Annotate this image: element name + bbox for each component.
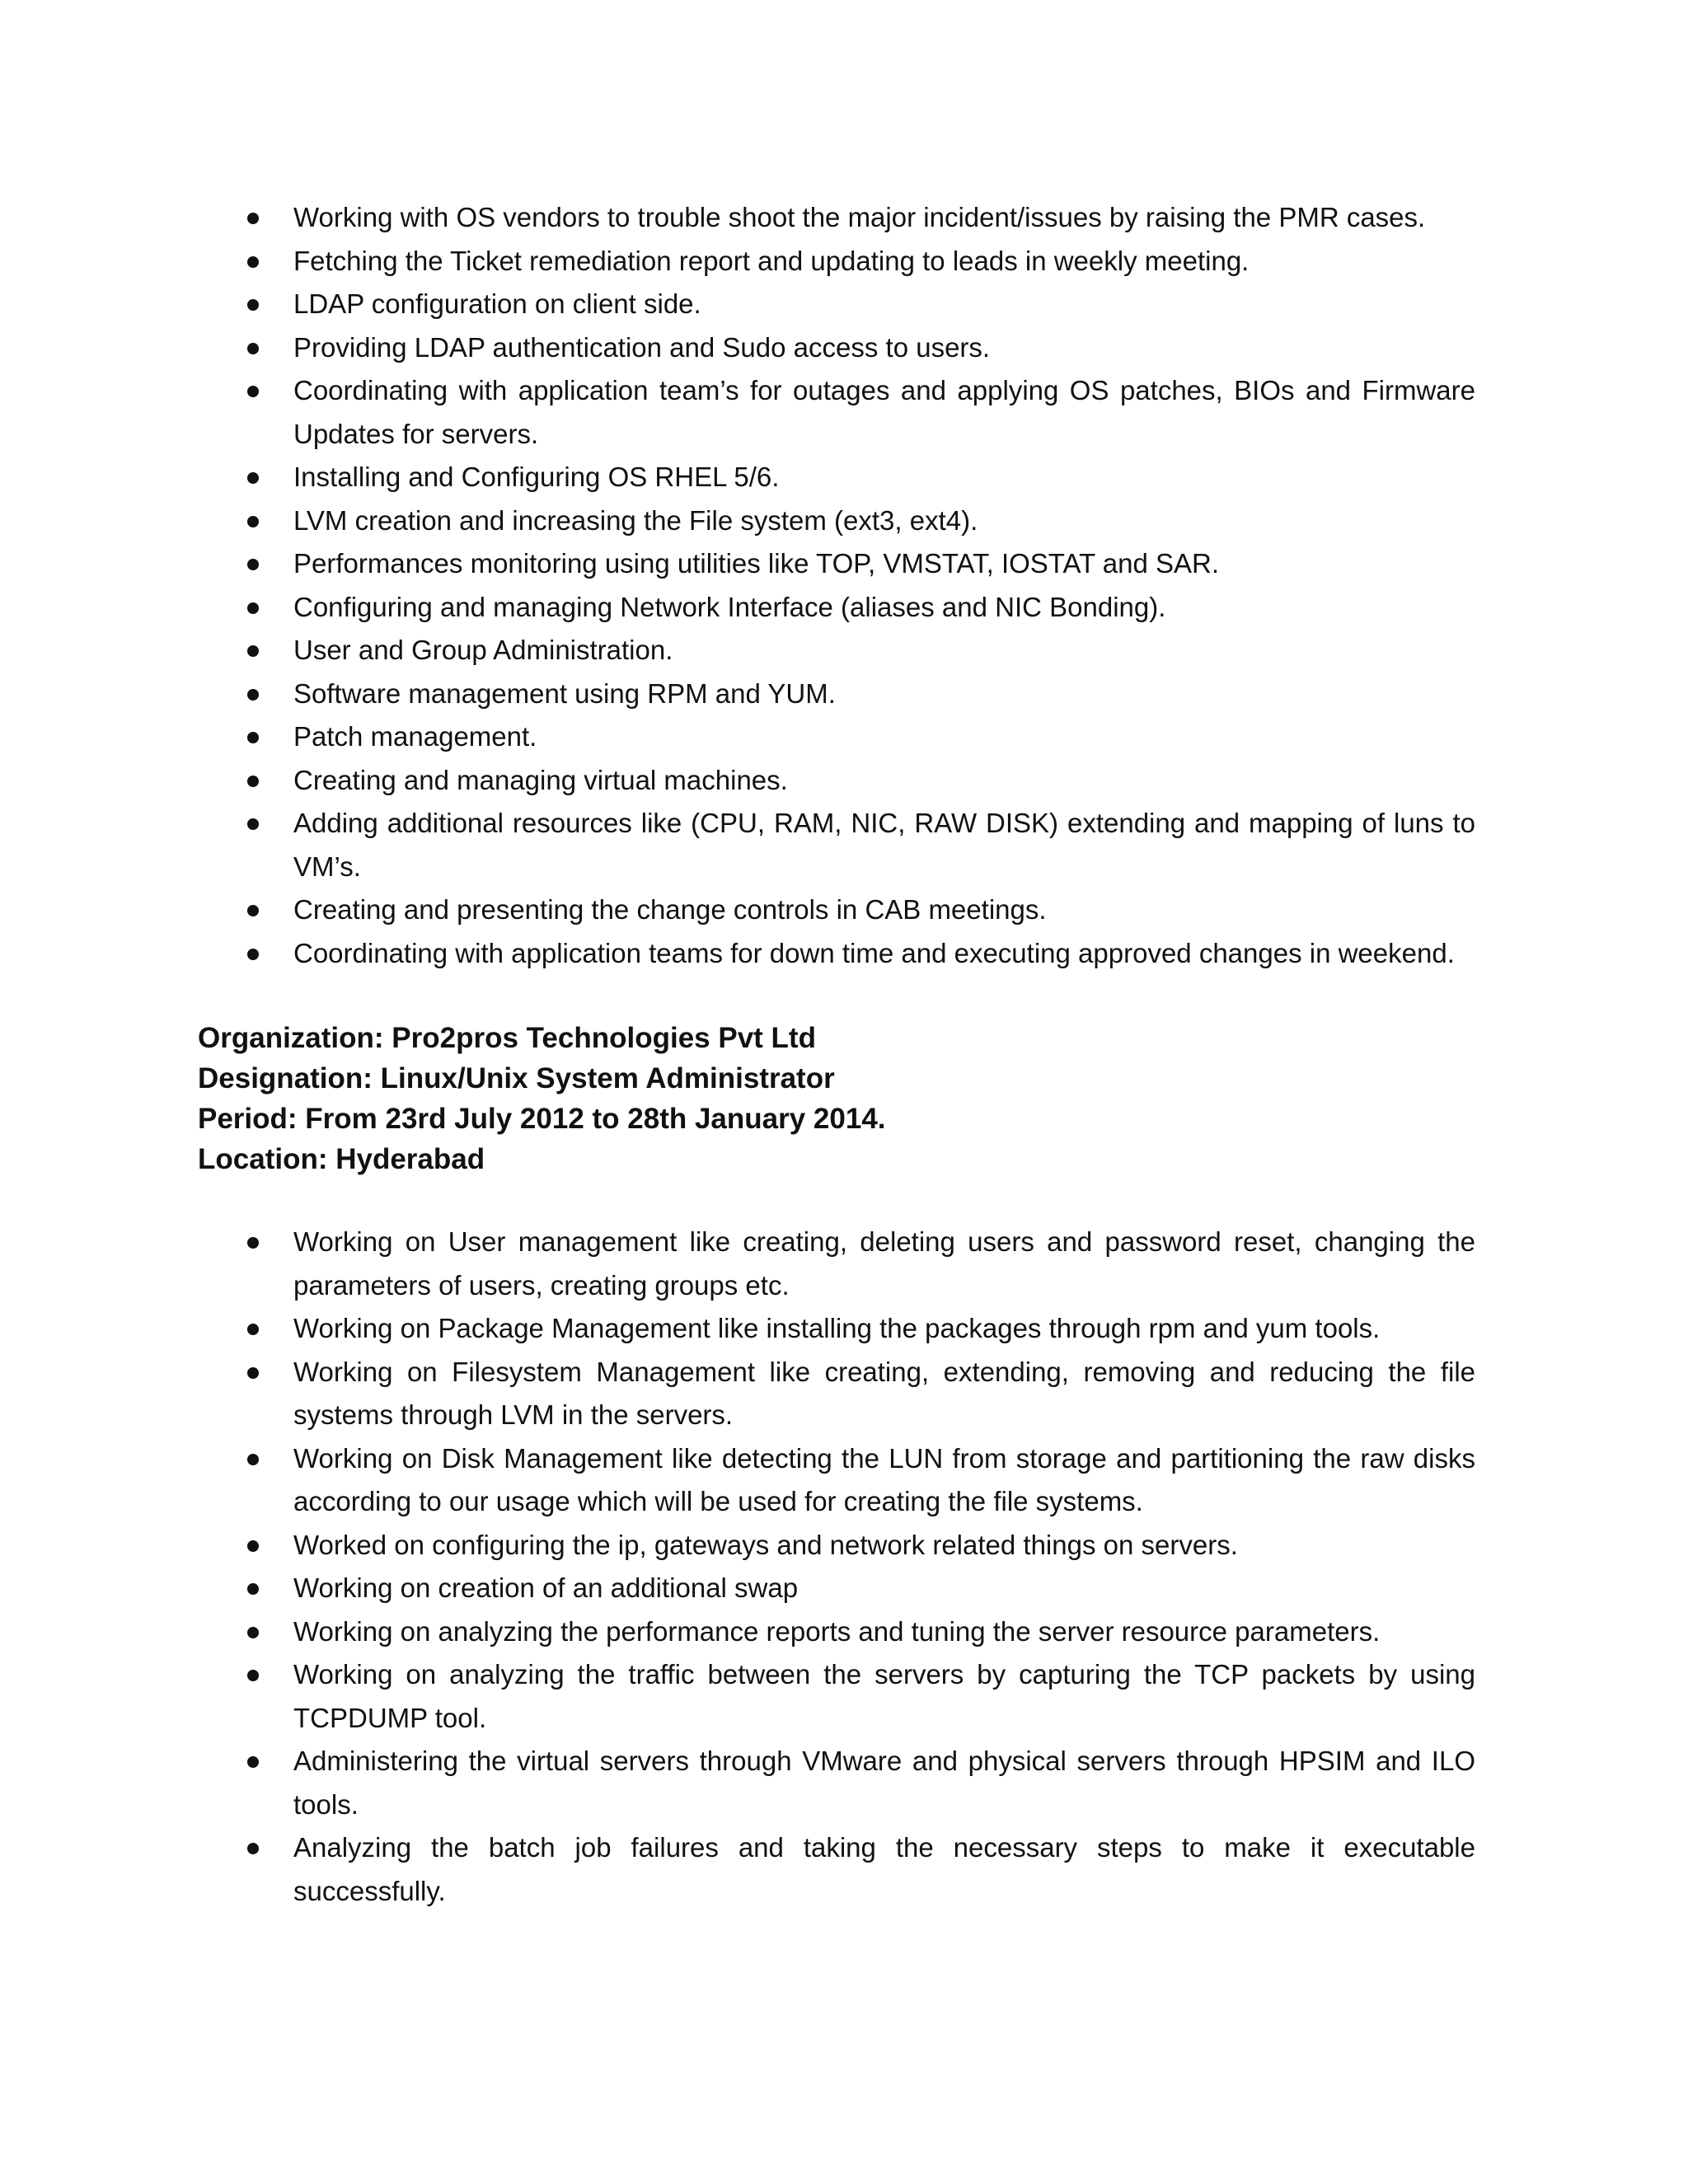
bullet-icon: [247, 472, 259, 484]
list-item: [198, 888, 1475, 932]
list-item-text: Creating and managing virtual machines.: [293, 764, 788, 795]
bullet-icon: [247, 1756, 259, 1768]
organization-name: Organization: Pro2pros Technologies Pvt Ltd: [198, 1022, 816, 1054]
document-content: [198, 196, 1475, 1913]
list-item-text: Worked on configuring the ip, gateways and network related things on servers.: [293, 1529, 1238, 1560]
list-item-text: Working on User management like creating, deleting users and password reset, changing the parameters of users, creating groups etc.: [293, 1226, 1475, 1301]
list-item-text: LDAP configuration on client side.: [293, 288, 701, 319]
bullet-icon: [247, 1670, 259, 1681]
list-item-text: Working on Filesystem Management like creating, extending, removing and reducing the file systems through LVM in the servers.: [293, 1356, 1475, 1430]
list-item: [198, 802, 1475, 888]
list-item: [198, 1351, 1475, 1437]
bullet-icon: [247, 905, 259, 916]
bullet-icon: [247, 732, 259, 743]
bullet-icon: [247, 1454, 259, 1465]
list-item: [198, 1740, 1475, 1826]
location: Location: Hyderabad: [198, 1143, 485, 1175]
list-item-text: Fetching the Ticket remediation report and updating to leads in weekly meeting.: [293, 245, 1250, 276]
list-item-text: Coordinating with application team’s for outages and applying OS patches, BIOs and Firmware Updates for servers.: [293, 375, 1475, 449]
list-item: [198, 326, 1475, 370]
list-item: [198, 1653, 1475, 1740]
list-item-text: Working on Disk Management like detecting the LUN from storage and partitioning the raw disks according to our usage which will be used for creating the file systems.: [293, 1442, 1475, 1516]
bullet-icon: [247, 776, 259, 787]
list-item: [198, 629, 1475, 673]
list-item-text: Coordinating with application teams for down time and executing approved changes in weekend.: [293, 937, 1455, 968]
list-item-text: Working on Package Management like installing the packages through rpm and yum tools.: [293, 1313, 1381, 1343]
list-item: [198, 1567, 1475, 1610]
list-item: [198, 542, 1475, 586]
bullet-icon: [247, 343, 259, 354]
list-item: [198, 586, 1475, 630]
bullet-icon: [247, 689, 259, 701]
bullet-icon: [247, 386, 259, 397]
list-item: [198, 369, 1475, 456]
list-item-text: Working with OS vendors to trouble shoot the major incident/issues by raising the PMR cases.: [293, 202, 1426, 232]
bullet-icon: [247, 559, 259, 570]
list-item-text: Working on analyzing the traffic between the servers by capturing the TCP packets by using TCPDUMP tool.: [293, 1659, 1475, 1733]
list-item-text: Providing LDAP authentication and Sudo access to users.: [293, 331, 991, 363]
list-item-text: Installing and Configuring OS RHEL 5/6.: [293, 462, 780, 492]
list-item: [198, 283, 1475, 326]
list-item: [198, 499, 1475, 543]
list-item: [198, 932, 1475, 976]
bullet-icon: [247, 1237, 259, 1249]
bullet-icon: [247, 1367, 259, 1379]
list-item-text: User and Group Administration.: [293, 635, 673, 665]
employment-period: Period: From 23rd July 2012 to 28th January 2014.: [198, 1103, 886, 1135]
list-item: [198, 456, 1475, 499]
list-item: [198, 759, 1475, 803]
list-item: [198, 1524, 1475, 1568]
list-item-text: Adding additional resources like (CPU, RAM, NIC, RAW DISK) extending and mapping of luns to VM’s.: [293, 808, 1475, 882]
list-item-text: Software management using RPM and YUM.: [293, 677, 836, 709]
list-item: [198, 1221, 1475, 1307]
list-item: [198, 196, 1475, 240]
list-item: [198, 240, 1475, 284]
bullet-icon: [247, 213, 259, 224]
list-item: [198, 1307, 1475, 1351]
list-item-text: Analyzing the batch job failures and taking the necessary steps to make it executable successfully.: [293, 1832, 1475, 1906]
bullet-icon: [247, 1324, 259, 1335]
list-item-text: Administering the virtual servers through VMware and physical servers through HPSIM and ILO tools.: [293, 1746, 1475, 1820]
list-item-text: Performances monitoring using utilities like TOP, VMSTAT, IOSTAT and SAR.: [293, 548, 1220, 579]
list-item: [198, 1437, 1475, 1524]
list-item-text: Working on analyzing the performance reports and tuning the server resource parameters.: [293, 1615, 1381, 1647]
list-item: [198, 1826, 1475, 1913]
list-item-text: Creating and presenting the change controls in CAB meetings.: [293, 894, 1047, 925]
bullet-icon: [247, 256, 259, 268]
designation: Designation: Linux/Unix System Administrator: [198, 1062, 835, 1094]
list-item-text: Patch management.: [293, 721, 537, 752]
list-item-text: Working on creation of an additional swap: [293, 1572, 799, 1603]
bullet-icon: [247, 1627, 259, 1638]
bullet-icon: [247, 516, 259, 527]
bullet-icon: [247, 818, 259, 830]
list-item-text: Configuring and managing Network Interface (aliases and NIC Bonding).: [293, 591, 1166, 622]
responsibilities-list-1: [198, 196, 1475, 975]
list-item: [198, 1610, 1475, 1654]
organization-header: [198, 1018, 1475, 1179]
list-item-text: LVM creation and increasing the File system (ext3, ext4).: [293, 504, 978, 536]
list-item: [198, 715, 1475, 759]
bullet-icon: [247, 645, 259, 657]
bullet-icon: [247, 1540, 259, 1552]
responsibilities-list-2: [198, 1221, 1475, 1913]
bullet-icon: [247, 1843, 259, 1854]
bullet-icon: [247, 299, 259, 311]
bullet-icon: [247, 1583, 259, 1595]
list-item: [198, 673, 1475, 716]
bullet-icon: [247, 602, 259, 614]
bullet-icon: [247, 949, 259, 960]
